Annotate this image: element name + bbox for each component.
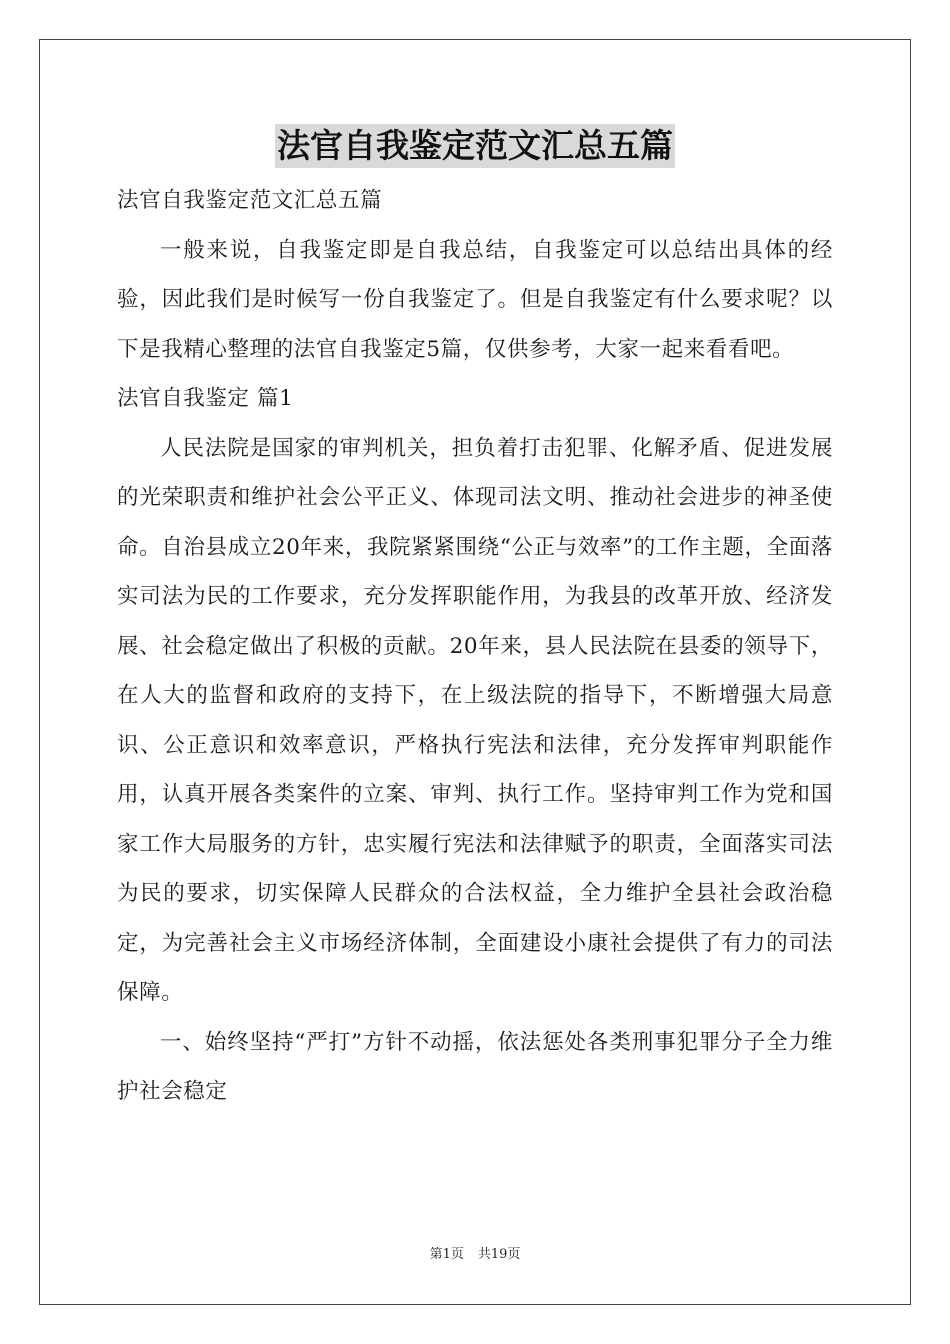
- page-number-total: 共19页: [477, 1247, 521, 1262]
- intro-paragraph: 一般来说，自我鉴定即是自我总结，自我鉴定可以总结出具体的经验，因此我们是时候写一份自我鉴定了。但是自我鉴定有什么要求呢？以下是我精心整理的法官自我鉴定5篇，仅供参考，大家一起来看看吧。: [117, 237, 833, 362]
- body-paragraph: 人民法院是国家的审判机关，担负着打击犯罪、化解矛盾、促进发展的光荣职责和维护社会公平正义、体现司法文明、推动社会进步的神圣使命。自治县成立20年来，我院紧紧围绕“公正与效率”的工作主题，全面落实司法为民的工作要求，充分发挥职能作用，为我县的改革开放、经济发展、社会稳定做出了积极的贡献。20年来，县人民法院在县委的领导下，在人大的监督和政府的支持下，在上级法院的指导下，不断增强大局意识、公正意识和效率意识，严格执行宪法和法律，充分发挥审判职能作用，认真开展各类案件的立案、审判、执行工作。坚持审判工作为党和国家工作大局服务的方针，忠实履行宪法和法律赋予的职责，全面落实司法为民的要求，切实保障人民群众的合法权益，全力维护全县社会政治稳定，为完善社会主义市场经济体制，全面建设小康社会提供了有力的司法保障。: [117, 435, 833, 1005]
- subtitle-line: 法官自我鉴定范文汇总五篇: [117, 188, 383, 213]
- title-container: [0, 124, 950, 168]
- point-heading: 一、始终坚持“严打”方针不动摇，依法惩处各类刑事犯罪分子全力维护社会稳定: [117, 1029, 833, 1104]
- document-body: [117, 176, 833, 1117]
- page-number-current: 第1页: [429, 1247, 464, 1262]
- document-title: 法官自我鉴定范文汇总五篇: [275, 124, 675, 168]
- section-heading: 法官自我鉴定 篇1: [117, 386, 294, 411]
- page-footer: [0, 1245, 950, 1265]
